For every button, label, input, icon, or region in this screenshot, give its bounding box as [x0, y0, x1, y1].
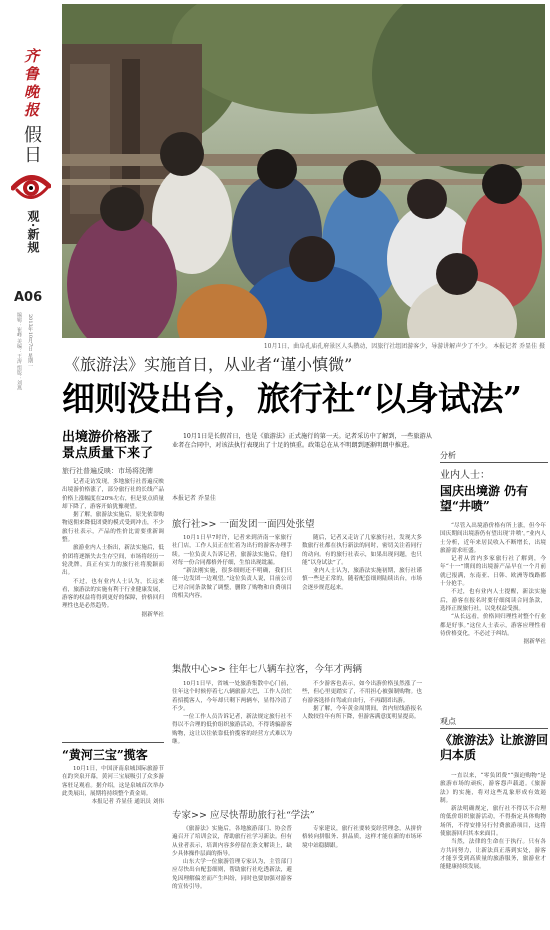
divider [62, 742, 164, 743]
paragraph: 据了解，今年黄金周期间，省内短线游报名人数较往年有所下降，但游客满意度明显提高。 [302, 705, 422, 721]
paragraph: 记者走访发现，多地旅行社普遍反映出境游价格涨了，部分旅行社的长线产品价格上涨幅度在20%左右，但是景点质量却下降了，游客开始犹豫观望。 [62, 479, 164, 510]
opinion-headline: 《旅游法》让旅游回归本质 [440, 733, 549, 762]
page-number: A06 [14, 290, 43, 305]
sidebar-subheadline: 旅行社普遍反映：市场将洗牌 [62, 467, 153, 475]
signature: 据新华社 [523, 639, 546, 646]
article-column [172, 534, 292, 656]
paragraph: “尽管入出境游价格有所上涨，但今年国庆期间出境游仍有望出现‘井喷’。”业内人士分析，近年来居民收入不断增长，出境旅游需求旺盛。 [440, 523, 546, 554]
paragraph: 专家建议，旅行社要转变经营理念，从拼价格转向拼服务、拼品质，这样才能在新的市场环境中站稳脚跟。 [302, 826, 422, 849]
newspaper-masthead: 齐鲁晚报 [22, 48, 40, 120]
paragraph: 业内人士认为，旅游法实施初期，旅行社谨慎一些是正常的，随着配套细则陆续出台，市场会逐步规范起来。 [302, 568, 422, 591]
paragraph: “新法刚实施，很多细则还不明确，我们只能一边发团一边观望。”这位负责人说，目前公司已对合同条款做了调整，删除了购物和自费项目的相关内容。 [172, 568, 292, 600]
channel-label: 观·新规 [26, 210, 40, 255]
paragraph: 据了解，旅游法实施后，原先依靠购物返佣来降低团费的模式受到冲击，不少旅行社表示，产品的性价比需要重新调整。 [62, 512, 164, 544]
paragraph: 《旅游法》实施后，各地旅游部门、协会普遍召开了培训会议，帮助旅行社学习新法。但有从业者表示，培训内容多停留在条文解读上，缺少具体操作层面的指导。 [172, 826, 292, 857]
paragraph: 一位工作人员告诉记者，新法规定旅行社不得以不合理的低价组织旅游活动，不得诱骗游客购物，这让以往依靠低价揽客的经营方式难以为继。 [172, 714, 292, 746]
column-tag: 业内人士： [440, 470, 490, 481]
left-rail [0, 0, 62, 930]
paragraph: 10月1日，中国济南泉城国际旅游节在趵突泉开幕，黄河三宝展吸引了众多游客驻足观看。据介绍，这是泉城首次举办此类展出，展期将持续整个黄金周。 [62, 766, 164, 797]
photo-caption: 10月1日，曲阜孔庙孔府景区人头攒动，因旅行社组团游客少，导游讲解声少了不少。 本报记者 乔显佳 摄 [263, 343, 545, 350]
staff-credits: 编辑：崔峰 美编：王涛 组版：刘燕 [16, 312, 22, 391]
paragraph: 旅游业内人士指出，新法实施后，低价团将逐渐失去生存空间，市场将经历一轮洗牌，真正有实力的旅行社将脱颖而出。 [62, 545, 164, 577]
paragraph: 当然，法律的生命在于执行。只有各方共同努力，让新法真正落到实处，游客才能享受到高质量的旅游服务，旅游业才能健康持续发展。 [440, 839, 546, 871]
paragraph: “从长远看，价格回归理性对整个行业都是好事。”这位人士表示，游客应理性看待价格变化，不必过于纠结。 [440, 614, 546, 637]
article-column [302, 534, 422, 656]
section-heading: 旅行社>> 一面发团一面四处张望 [172, 519, 315, 530]
issue-date: 2013年10月7日 星期一 [27, 314, 33, 368]
section-label: 假日 [21, 125, 42, 165]
article-column [172, 825, 292, 930]
article-column [302, 825, 422, 930]
paragraph: 随后，记者又走访了几家旅行社，发现大多数旅行社都在执行新法的同时，密切关注着同行的动向。有的旅行社表示，如果出现问题，也只能“以身试法”了。 [302, 535, 422, 566]
column-label: 观点 [440, 716, 548, 729]
eye-logo-icon [11, 166, 51, 206]
column-label: 分析 [440, 450, 548, 463]
paragraph: 山东大学一位旅游管理专家认为，主管部门应尽快出台配套细则，帮助旅行社吃透新法，避免因理解偏差而产生纠纷，同时也要加强对游客的宣传引导。 [172, 859, 292, 891]
news-photo [62, 4, 545, 338]
paragraph: 10月1日早7时许，记者来到济南一家旅行社门店，工作人员正在忙着为出行的游客办理手续。一位负责人告诉记者，旅游法实施后，他们对每一份合同都格外仔细，生怕出现纰漏。 [172, 535, 292, 566]
credit: 本报记者 乔显佳 通讯员 刘伟 [91, 799, 164, 806]
section-heading: 专家>> 应尽快帮助旅行社“学法” [172, 810, 315, 821]
main-headline: 细则没出台，旅行社“以身试法” [62, 379, 522, 418]
opinion-body [440, 772, 546, 930]
analysis-body [440, 522, 546, 707]
paragraph: 不过，也有业内人士提醒，新法实施后，游客在报名时要仔细阅读合同条款，选择正规旅行社，以免权益受损。 [440, 589, 546, 612]
paragraph: 新法明确规定，旅行社不得以不合理的低价组织旅游活动，不得指定具体购物场所，不得安排另行付费旅游项目，这将使旅游回归其本来面目。 [440, 806, 546, 838]
byline: 本报记者 乔显佳 [172, 495, 216, 502]
sidebar-headline: 出境游价格涨了 景点质量下来了 [62, 430, 154, 461]
signature: 据新华社 [141, 611, 164, 618]
photo-news-headline: “黄河三宝”揽客 [62, 748, 148, 762]
headline-kicker: 《旅游法》实施首日，从业者“谨小慎微” [64, 355, 353, 374]
sidebar-article-body [62, 478, 164, 736]
paragraph: 不少游客也表示，如今出游价格虽然涨了一些，但心里更踏实了，不用担心被强制购物。也有游客选择自驾或自由行，不再跟团出游。 [302, 681, 422, 704]
article-column [172, 680, 292, 802]
paragraph: 一直以来，“零负团费”“强迫购物”是旅游市场的顽疾，游客怨声载道。《旅游法》的实施，将对这些乱象形成有效遏制。 [440, 773, 546, 804]
article-lede [172, 432, 432, 450]
paragraph: 记者从省内多家旅行社了解到，今年“十一”期间的出境游产品早在一个月前就已报满，东南亚、日韩、欧洲等线路都十分抢手。 [440, 556, 546, 588]
paragraph: 10月1日早，省城一处旅游集散中心门前，往年这个时候停着七八辆旅游大巴，工作人员忙着招揽客人，今年却只剩下两辆车，显得冷清了不少。 [172, 681, 292, 712]
photo-news-body [62, 765, 164, 930]
paragraph: 不过，也有业内人士认为，长远来看，旅游法的实施有利于行业健康发展，游客的权益将得到更好的保障，价格回归理性也是必然趋势。 [62, 578, 164, 610]
lede-text: 10月1日是长假首日，也是《旅游法》正式施行的第一天。记者采访中了解到，一些旅游从业者在合同中，对该法执行表现出了十足的慎重。政策总在从不明朗到逐渐明朗中推进。 [172, 433, 432, 449]
section-heading: 集散中心>> 往年七八辆车拉客，今年才两辆 [172, 664, 362, 675]
analysis-headline: 国庆出境游 仍有望“井喷” [440, 484, 529, 513]
article-column [302, 680, 422, 802]
